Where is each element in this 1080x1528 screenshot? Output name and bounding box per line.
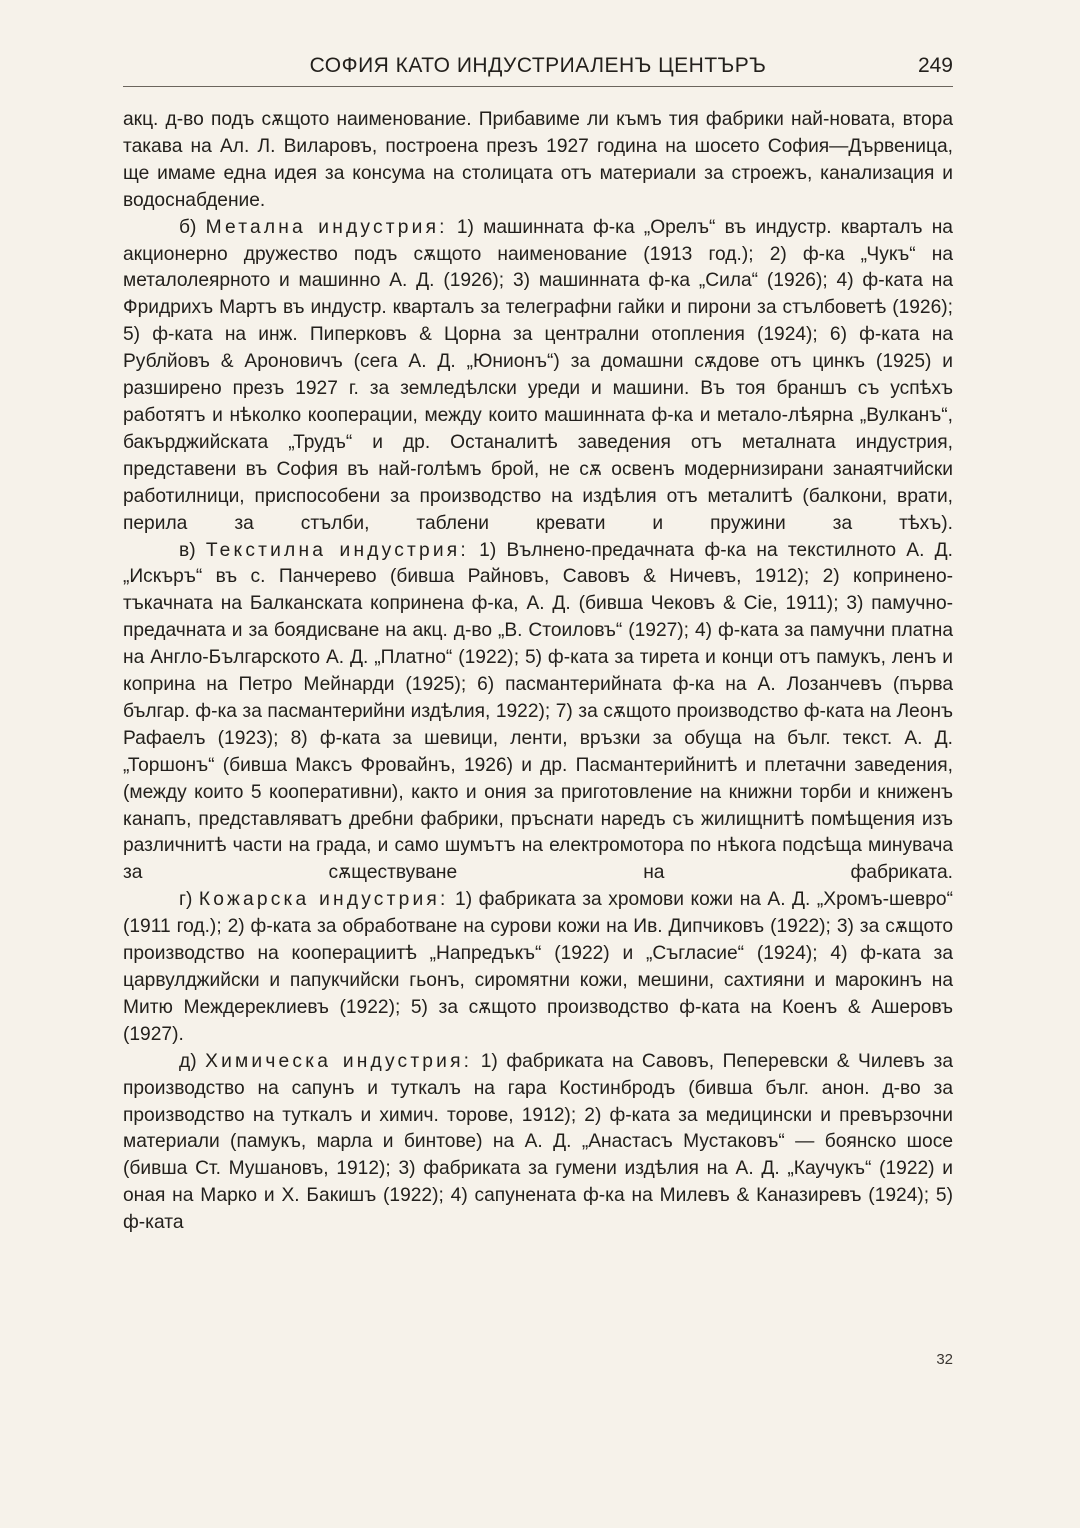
paragraph-intro [123, 107, 953, 215]
section-heading-leather: Кожарска индустрия: [198, 889, 449, 911]
paragraph-text: 1) фабриката за хромови кожи на А. Д. „Хромъ-шевро“ (1911 год.); 2) ф-ката за обработване на сурови кожи на Ив. Дипчиковъ (1922); 3) за сѫщото производство на кооперациитѣ „Напредъкъ“ (1922) и „Съгласие“ (1924); 4) ф-ката за царвулджийски и папукчийски гьонъ, сиромятни кожи, мешини, сахтияни и марокинъ на Митю Междереклиевъ (1922); 5) за сѫщото производство ф-ката на Коенъ & Ашеровъ (1927). [123, 889, 953, 1045]
paragraph-text: 1) фабриката на Савовъ, Пеперевски & Чилевъ за производство на сапунъ и туткалъ на гара Костинбродъ (бивша бълг. анон. д-во за производство на туткалъ и химич. торове, 1912); 2) ф-ката за медицински и превързочни материали (памукъ, марла и бинтове) на А. Д. „Анастасъ Мустаковъ“ — боянско шосе (бивша Ст. Мушановъ, 1912); 3) фабриката за гумени издѣлия на А. Д. „Каучукъ“ (1922) и оная на Марко и Х. Бакишъ (1922); 4) сапунената ф-ка на Милевъ & Каназиревъ (1924); 5) ф-ката [123, 1050, 953, 1234]
section-heading-textile: Текстилна индустрия: [205, 539, 469, 561]
paragraph-textile-industry [123, 538, 953, 888]
section-heading-metal: Метална индустрия: [205, 216, 448, 238]
section-heading-chemical: Химическа индустрия: [205, 1050, 473, 1072]
list-marker: в) [179, 539, 206, 561]
page-number: 249 [917, 54, 953, 77]
page [123, 50, 953, 1368]
signature-mark: 32 [936, 1351, 953, 1368]
paragraph-metal-industry [123, 215, 953, 538]
list-marker: д) [179, 1050, 206, 1072]
page-body [123, 107, 953, 1237]
running-title: СОФИЯ КАТО ИНДУСТРИАЛЕНЪ ЦЕНТЪРЪ [309, 54, 767, 77]
paragraph-chemical-industry [123, 1049, 953, 1237]
paragraph-text: акц. д-во подъ сѫщото наименование. Прибавиме ли къмъ тия фабрики най-новата, втора такава на Ал. Л. Виларовъ, построена презъ 1927 година на шосето София—Дървеница, ще имаме една идея за консума на столицата отъ материали за строежъ, канализация и водоснабдение. [123, 109, 953, 211]
running-header [123, 50, 953, 87]
paragraph-text: 1) Вълнено-предачната ф-ка на текстилното А. Д. „Искъръ“ въ с. Панчерево (бивша Райновъ, Савовъ & Ничевъ, 1912); 2) копринено-тъкачната на Балканската копринена ф-ка, А. Д. (бивша Чековъ & Cie, 1911); 3) памучно-предачната и за боядисване на акц. д-во „В. Стоиловъ“ (1927); 4) ф-ката за памучни платна на Англо-Българското А. Д. „Платно“ (1922); 5) ф-ката за тирета и конци отъ памукъ, ленъ и коприна на Петро Мейнарди (1925); 6) пасмантерийната ф-ка на А. Лозанчевъ (първа българ. ф-ка за пасмантерийни издѣлия, 1922); 7) за сѫщото производство ф-ката на Леонъ Рафаелъ (1923); 8) ф-ката за шевици, ленти, връзки за обуща на бълг. текст. А. Д. „Торшонъ“ (бивша Максъ Фровайнъ, 1926) и др. Пасмантерийнитѣ и плетачни заведения, (между които 5 кооперативни), както и ония за приготовление на книжни торби и книженъ канапъ, представляватъ дребни фабрики, пръснати наредъ съ жилищнитѣ помѣщения изъ различнитѣ части на града, и само шумътъ на електромотора по нѣкога подсѣща минувача за сѫществуване на фабриката. [123, 539, 953, 884]
list-marker: г) [179, 889, 199, 911]
list-marker: б) [179, 216, 206, 238]
paragraph-leather-industry [123, 887, 953, 1048]
paragraph-text: 1) машинната ф-ка „Орелъ“ въ индустр. кварталъ на акционерно дружество подъ сѫщото наименование (1913 год.); 2) ф-ка „Чукъ“ на металолеярното и машинно А. Д. (1926); 3) машинната ф-ка „Сила“ (1926); 4) ф-ката на Фридрихъ Мартъ въ индустр. кварталъ за телеграфни гайки и пирони за стълбоветѣ (1926); 5) ф-ката на инж. Пиперковъ & Цорна за централни отопления (1924); 6) ф-ката на Рублйовъ & Ароновичъ (сега А. Д. „Юнионъ“) за домашни сѫдове отъ цинкъ (1925) и разширено презъ 1927 г. за земледѣлски уреди и машини. Въ тоя браншъ съ успѣхъ работятъ и нѣколко кооперации, между които машинната ф-ка и метало-лѣярна „Вулканъ“, бакърджийската „Трудъ“ и др. Останалитѣ заведения отъ металната индустрия, представени въ София въ най-голѣмъ брой, не сѫ освенъ модернизирани занаятчийски работилници, приспособени за производство на издѣлия отъ металитѣ (балкони, врати, перила за стълби, таблени кревати и пружини за тѣхъ). [123, 216, 953, 534]
